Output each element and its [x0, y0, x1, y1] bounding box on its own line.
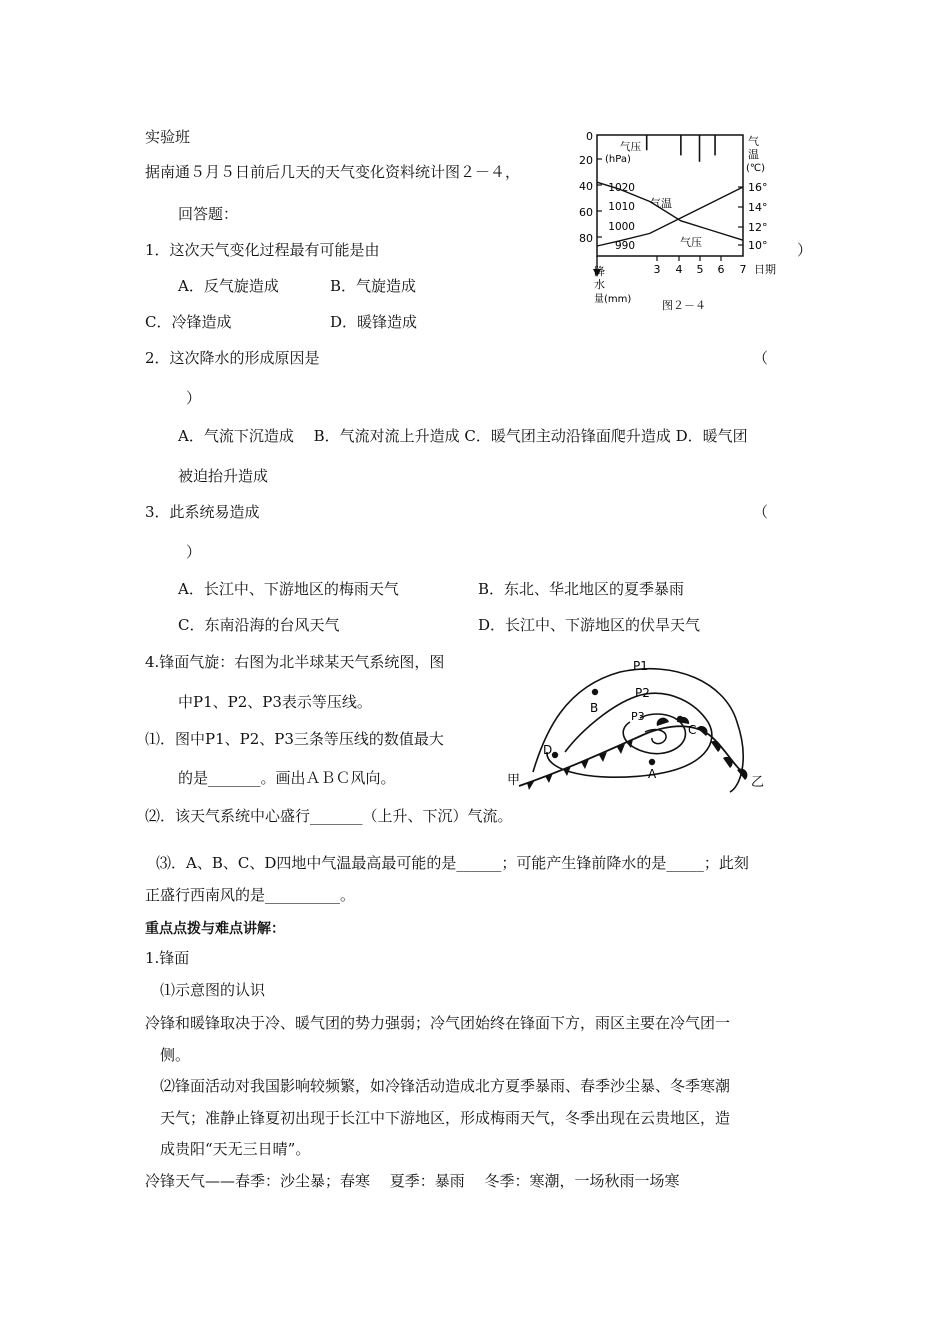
- chart-caption: 图２－４: [662, 299, 706, 312]
- point-c-marker: [677, 716, 683, 722]
- point-b-marker: [592, 689, 598, 695]
- pressure-line: [597, 187, 743, 246]
- q3-paren-close: ）: [186, 543, 202, 561]
- label-p1: P1: [633, 659, 648, 673]
- pressure-tick: 1010: [608, 201, 635, 213]
- x-tick: 6: [717, 263, 725, 276]
- intro-text-2: 回答题：: [178, 205, 239, 223]
- q2-stem: 2．这次降水的形成原因是: [145, 349, 320, 367]
- q4-stem: 4.锋面气旋：右图为北半球某天气系统图，图: [145, 653, 445, 671]
- q1-option-b: B．气旋造成: [330, 277, 417, 295]
- label-b: B: [590, 701, 599, 715]
- section-heading: 重点点拨与难点讲解：: [145, 921, 285, 937]
- rain-tick: 60: [579, 206, 593, 219]
- x-tick: 3: [653, 263, 661, 276]
- label-c: C: [688, 723, 697, 737]
- label-d: D: [543, 743, 553, 757]
- section-item-1a: ⑴示意图的认识: [160, 981, 266, 999]
- q2-paren-close: ）: [186, 389, 202, 407]
- rain-tick: 0: [586, 130, 593, 143]
- q2-paren-open: （: [753, 349, 769, 367]
- q3-option-c: C．东南沿海的台风天气: [178, 616, 340, 634]
- label-yi: 乙: [751, 775, 765, 790]
- q3-paren-open: （: [753, 503, 769, 521]
- temp-axis-label: 气: [748, 135, 759, 148]
- q2-options: A．气流下沉造成 B．气流对流上升造成 C．暖气团主动沿锋面爬升造成 D．暖气团: [178, 427, 748, 445]
- section-para-2-2: 天气；准静止锋夏初出现于长江中下游地区，形成梅雨天气，冬季出现在云贵地区，造: [160, 1109, 731, 1127]
- rain-tick: 20: [579, 154, 593, 167]
- label-a: A: [648, 767, 657, 781]
- series-label-temperature: 气温: [650, 197, 672, 210]
- q4-stem-2: 中P1、P2、P3表示等压线。: [178, 693, 372, 711]
- temp-tick: 14°: [748, 201, 768, 214]
- q4-sub1: ⑴．图中P1、P2、P3三条等压线的数值最大: [145, 730, 444, 748]
- point-a-marker: [649, 759, 655, 765]
- x-tick: 7: [739, 263, 747, 276]
- temp-axis-unit: (℃): [746, 163, 766, 174]
- pressure-tick: 1000: [608, 221, 635, 233]
- q3-option-d: D．长江中、下游地区的伏旱天气: [478, 616, 701, 634]
- rain-tick: 40: [579, 180, 593, 193]
- frontal-cyclone-diagram: [505, 652, 780, 797]
- x-tick: 5: [696, 263, 704, 276]
- x-axis-label: 日期: [754, 263, 776, 276]
- q1-option-d: D．暖锋造成: [330, 313, 418, 331]
- rain-axis-label: 量(mm): [594, 294, 632, 305]
- temp-tick: 16°: [748, 181, 768, 194]
- x-tick: 4: [675, 263, 683, 276]
- q3-option-b: B．东北、华北地区的夏季暴雨: [478, 580, 685, 598]
- section-para-2-3: 成贵阳“天无三日晴”。: [160, 1140, 311, 1158]
- q3-option-a: A．长江中、下游地区的梅雨天气: [178, 580, 399, 598]
- pressure-tick: 1020: [608, 182, 635, 194]
- section-para-3: 冷锋天气——春季：沙尘暴；春寒 夏季：暴雨 冬季：寒潮，一场秋雨一场寒: [145, 1172, 680, 1190]
- q2-options-2: 被迫抬升造成: [178, 467, 269, 485]
- intro-text: 据南通５月５日前后几天的天气变化资料统计图２－４，: [145, 163, 521, 181]
- q4-sub2: ⑵．该天气系统中心盛行_______（上升、下沉）气流。: [145, 807, 513, 825]
- section-para-2: ⑵锋面活动对我国影响较频繁，如冷锋活动造成北方夏季暴雨、春季沙尘暴、冬季寒潮: [160, 1077, 731, 1095]
- q3-stem: 3．此系统易造成: [145, 503, 260, 521]
- section-item-1: 1.锋面: [145, 949, 190, 967]
- header-label: 实验班: [145, 128, 191, 146]
- pressure-axis-label: 气压: [620, 141, 641, 153]
- q4-sub3-2: 正盛行西南风的是__________。: [145, 886, 356, 904]
- temp-axis-label: 温: [748, 148, 759, 161]
- q1-stem: 1．这次天气变化过程最有可能是由: [145, 241, 380, 259]
- pressure-axis-unit: (hPa): [605, 154, 631, 165]
- temp-tick: 12°: [748, 221, 768, 234]
- temp-tick: 10°: [748, 239, 768, 252]
- rain-axis-label: 降: [594, 265, 605, 278]
- series-label-pressure: 气压: [680, 236, 702, 249]
- q1-paren: ）: [797, 241, 813, 259]
- rain-tick: 80: [579, 232, 593, 245]
- point-d-marker: [552, 752, 558, 758]
- label-jia: 甲: [507, 773, 521, 788]
- label-p2: P2: [635, 686, 650, 700]
- cold-front: [519, 734, 645, 786]
- q1-option-a: A．反气旋造成: [178, 277, 279, 295]
- section-para-1: 冷锋和暖锋取决于冷、暖气团的势力强弱；冷气团始终在锋面下方，雨区主要在冷气团一: [145, 1014, 731, 1032]
- label-p3: P3: [631, 710, 645, 723]
- q4-sub1-2: 的是_______。画出ＡＢＣ风向。: [178, 769, 396, 787]
- weather-chart: [560, 125, 813, 320]
- q4-sub3: ⑶．A、B、C、D四地中气温最高最可能的是______；可能产生锋前降水的是_____；此刻: [156, 854, 749, 872]
- section-para-1-2: 侧。: [160, 1046, 191, 1064]
- rain-axis-label: 水: [594, 278, 605, 291]
- q1-option-c: C．冷锋造成: [145, 313, 232, 331]
- pressure-tick: 990: [614, 240, 635, 252]
